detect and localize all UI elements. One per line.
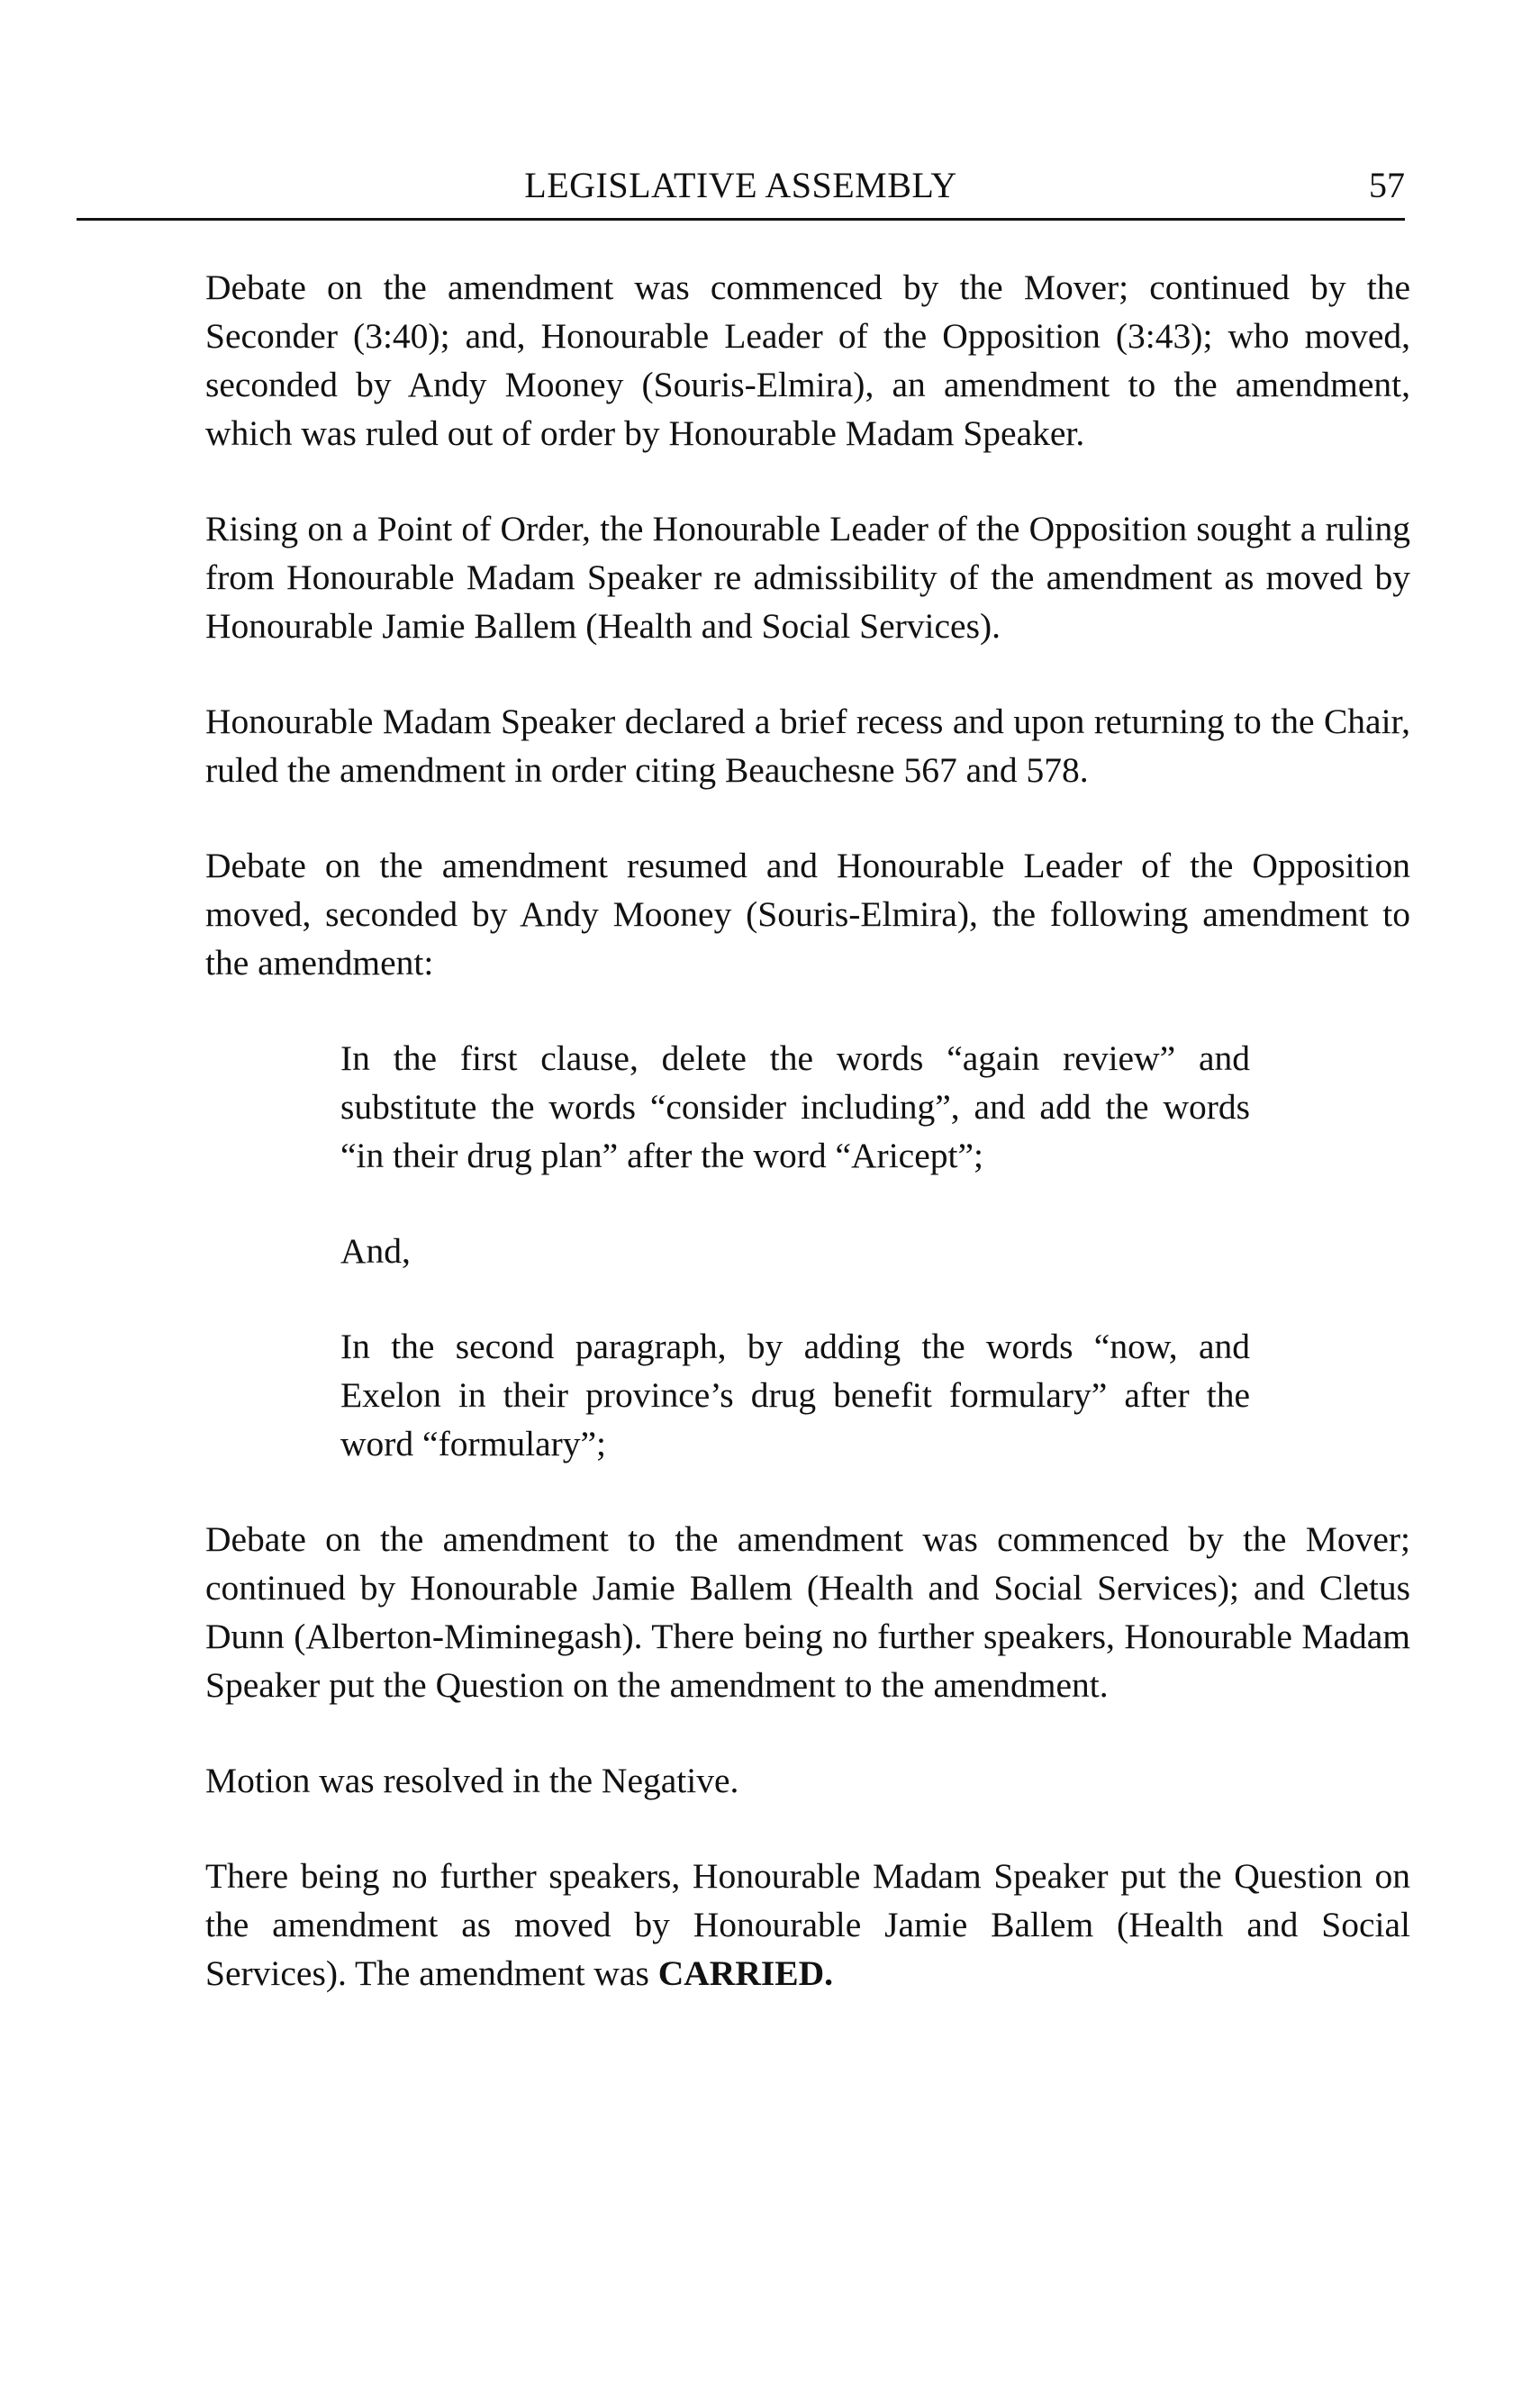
paragraph-point-of-order: Rising on a Point of Order, the Honourable Leader of the Opposition sought a ruling from Honourable Madam Speaker re admissibility of the amendment as moved by Honourable Jamie Ballem (Health and Social Services). <box>205 509 1410 646</box>
carried-sentence: There being no further speakers, Honourable Madam Speaker put the Question on the amendment as moved by Honourable Jamie Ballem (Health and Social Services). The amendment was <box>205 1856 1410 1993</box>
paragraph-amendment-debate: Debate on the amendment to the amendment was commenced by the Mover; continued by Honourable Jamie Ballem (Health and Social Services); and Cletus Dunn (Alberton-Miminegash). There being no further speakers, Honourable Madam Speaker put the Question on the amendment to the amendment. <box>205 1519 1410 1705</box>
running-header <box>77 162 1405 221</box>
quoted-amendment-and: And, <box>340 1231 411 1271</box>
paragraph-debate-commenced: Debate on the amendment was commenced by the Mover; continued by the Seconder (3:40); and, Honourable Leader of the Opposition (3:43); who moved, seconded by Andy Mooney (Souris-Elmira), an amendment to the amendment, which was ruled out of order by Honourable Madam Speaker. <box>205 267 1410 453</box>
paragraph-amendment-carried <box>205 1852 1410 1998</box>
page-number: 57 <box>1369 165 1405 205</box>
running-title: LEGISLATIVE ASSEMBLY <box>524 165 957 205</box>
quoted-amendment-second-paragraph: In the second paragraph, by adding the words “now, and Exelon in their province’s drug benefit formulary” after the word “formulary”; <box>340 1327 1250 1463</box>
paragraph-debate-resumed: Debate on the amendment resumed and Honourable Leader of the Opposition moved, seconded by Andy Mooney (Souris-Elmira), the following amendment to the amendment: <box>205 846 1410 983</box>
carried-result: CARRIED. <box>657 1953 833 1993</box>
paragraph-recess-ruling: Honourable Madam Speaker declared a brief recess and upon returning to the Chair, ruled the amendment in order citing Beauchesne 567 and 578. <box>205 702 1410 790</box>
paragraph-motion-negative: Motion was resolved in the Negative. <box>205 1761 739 1800</box>
body-text <box>205 263 1410 2044</box>
quoted-amendment-first-clause: In the first clause, delete the words “again review” and substitute the words “consider including”, and add the words “in their drug plan” after the word “Aricept”; <box>340 1038 1250 1175</box>
